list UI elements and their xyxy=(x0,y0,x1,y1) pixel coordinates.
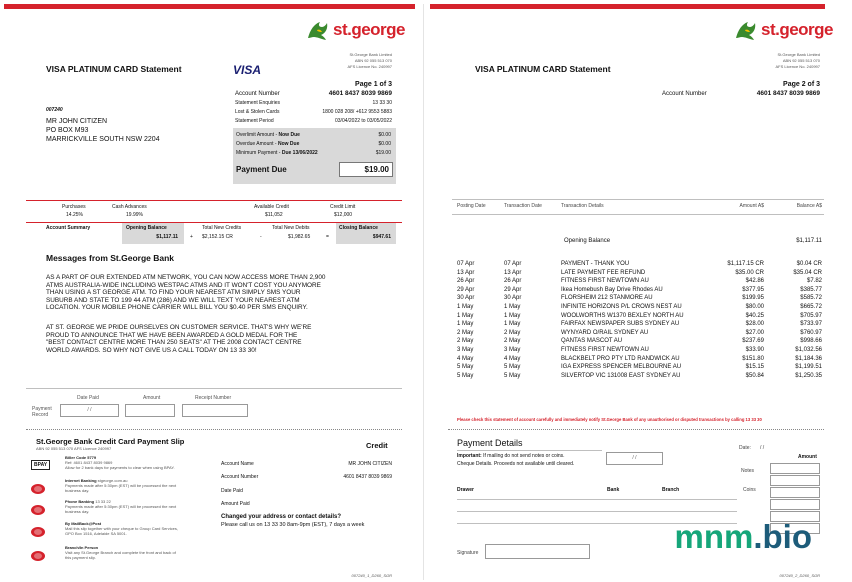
credit-limit-label: Credit Limit xyxy=(330,204,356,210)
slip-account-number-label: Account Number xyxy=(221,474,259,480)
ref-code: 007240 xyxy=(46,107,63,113)
total-credits-value: $2,152.15 CR xyxy=(202,234,233,240)
balance-cell: $35.04 CR xyxy=(793,269,822,276)
cheque-note: Cheque Details. Proceeds not available until cleared. xyxy=(457,461,575,467)
bank-legal: St.George Bank Limited xyxy=(349,52,392,57)
transaction-date-cell: 2 May xyxy=(504,329,521,336)
payment-record-label: Payment Record xyxy=(32,406,52,418)
mail-icon xyxy=(31,527,45,537)
transaction-date-cell: 1 May xyxy=(504,312,521,319)
posting-date-cell: 26 Apr xyxy=(457,278,475,285)
drawer-label: Drawer xyxy=(457,487,474,493)
table-row xyxy=(457,320,822,329)
details-cell: WOOLWORTHS W1370 BEXLEY NORTH AU xyxy=(561,312,684,319)
table-row xyxy=(457,303,822,312)
address-line-1: MR JOHN CITIZEN xyxy=(46,118,108,125)
method-branch: Branch/In Person Visit any St.George Branch and complete the front and back of this payment slip. xyxy=(65,545,176,560)
slip-date-paid-label: Date Paid xyxy=(221,488,243,494)
coins-amount-input[interactable] xyxy=(770,487,820,498)
table-row xyxy=(457,277,822,286)
bank-abn: ABN 92 055 513 070 xyxy=(782,58,820,63)
table-row xyxy=(457,294,822,303)
date-mask[interactable]: / / xyxy=(760,445,765,451)
transactions-table xyxy=(457,260,822,380)
details-cell: INFINITE HORIZONS P/L CROWS NEST AU xyxy=(561,303,682,310)
available-credit-label: Available Credit xyxy=(254,204,289,210)
table-row xyxy=(457,363,822,372)
transaction-date-cell: 5 May xyxy=(504,364,521,371)
rates-top-divider xyxy=(26,200,402,201)
transaction-date-cell: 29 Apr xyxy=(504,286,522,293)
posting-date-cell: 4 May xyxy=(457,355,474,362)
bank-afsl: AFS Licence No. 240997 xyxy=(775,64,820,69)
details-cell: Ikea Homebush Bay Drive Rhodes AU xyxy=(561,286,663,293)
amount-cell: $15.15 xyxy=(745,364,764,371)
balance-cell: $1,032.56 xyxy=(795,346,822,353)
table-row xyxy=(457,346,822,355)
posting-date-cell: 13 Apr xyxy=(457,269,475,276)
amount-cell: $27.00 xyxy=(745,329,764,336)
table-row xyxy=(457,355,822,364)
record-receipt-input[interactable] xyxy=(182,404,248,417)
balance-cell: $1,184.36 xyxy=(795,355,822,362)
balance-cell: $705.97 xyxy=(800,312,822,319)
internet-banking-icon xyxy=(31,484,45,494)
date-label: Date: xyxy=(739,445,751,451)
transaction-date-cell: 1 May xyxy=(504,321,521,328)
st-george-logo xyxy=(733,18,833,42)
posting-date-cell: 5 May xyxy=(457,364,474,371)
statement-period-row: Statement Period 03/04/2022 to 03/05/2022 xyxy=(235,118,392,124)
minimum-payment-row: Minimum Payment - Due 13/06/2022 $19.00 xyxy=(236,150,391,156)
record-amount-input[interactable] xyxy=(125,404,175,417)
dispute-warning: Please check this statement of account carefully and immediately notify St.George Bank of any unauthorised or disputed transactions by calling 13 33 30 xyxy=(457,417,762,422)
visa-logo: VISA xyxy=(233,63,262,77)
amount-cell: $50.84 xyxy=(745,372,764,379)
available-credit-value: $11,052 xyxy=(265,212,283,218)
transaction-date-cell: 1 May xyxy=(504,303,521,310)
amount-cell: $199.95 xyxy=(742,295,764,302)
messages-title: Messages from St.George Bank xyxy=(46,253,175,263)
posting-date-cell: 30 Apr xyxy=(457,295,475,302)
method-phone-banking: Phone Banking 13 33 22 Payments made after 5:30pm (EST) will be processed the next business day. xyxy=(65,499,177,514)
header-transaction-details: Transaction Details xyxy=(561,203,604,209)
slip-amount-paid-input[interactable] xyxy=(274,501,392,509)
notes-amount-input[interactable] xyxy=(770,463,820,474)
posting-date-cell: 07 Apr xyxy=(457,261,475,267)
posting-date-cell: 29 Apr xyxy=(457,286,475,293)
amount-cell: $237.69 xyxy=(742,338,764,345)
bank-afsl: AFS Licence No. 240997 xyxy=(347,64,392,69)
message-atm-network: AS A PART OF OUR EXTENDED ATM NETWORK, YOU CAN NOW ACCESS MORE THAN 2,900 ATMS AUSTRALIA-WIDE INCLUDING WESTPAC ATMS AND IT WON'T COST YOU ANYMORE THAN USING A ST GEORGE ATM. TO FIND YOUR NEAREST ATM SIMPLY SMS YOUR SUBURB AND STATE TO 199 44 ATM (286) AND WE WILL TEXT YOUR NEAREST ATM LOCATION. YOUR MOBILE PHONE CARRIER WILL BILL YOU $0.40 PER SMS ENQUIRY. xyxy=(46,274,326,312)
total-debits-label: Total New Debits xyxy=(272,225,310,231)
account-number-row: Account Number 4601 8437 8039 9869 xyxy=(235,90,392,97)
slip-account-name-value: MR JOHN CITIZEN xyxy=(348,461,392,467)
method-mail: By MailBack@Post Mail this slip together with your cheque to Group Card Services, GPO Box 1516, Adelaide SA 5001. xyxy=(65,521,178,536)
credit-limit-value: $12,000 xyxy=(334,212,353,218)
dragon-icon xyxy=(305,18,331,42)
statement-title: VISA PLATINUM CARD Statement xyxy=(46,64,182,74)
branch-label: Branch xyxy=(662,487,680,493)
slip-title: St.George Bank Credit Card Payment Slip xyxy=(36,437,185,446)
transaction-date-cell: 2 May xyxy=(504,338,521,345)
details-cell: SILVERTOP VIC 131008 EAST SYDNEY AU xyxy=(561,372,681,379)
receipt-heading: Receipt Number xyxy=(195,395,232,401)
posting-date-cell: 1 May xyxy=(457,312,474,319)
purchases-rate: 14.25% xyxy=(66,212,83,218)
details-cell: FITNESS FIRST NEWTOWN AU xyxy=(561,278,649,285)
page2-footer-code: 007240_2_D260_SGR xyxy=(779,573,820,578)
opening-balance-label: Opening Balance xyxy=(126,225,167,231)
brand-wordmark: st.george xyxy=(333,20,406,39)
cash-advances-rate: 19.99% xyxy=(126,212,143,218)
change-details-title: Changed your address or contact details? xyxy=(221,514,342,520)
amount-cell: $28.00 xyxy=(745,321,764,328)
header-transaction-date: Transaction Date xyxy=(504,203,542,209)
amount-cell: $33.90 xyxy=(745,346,764,353)
slip-account-name-label: Account Name xyxy=(221,461,254,467)
statement-title: VISA PLATINUM CARD Statement xyxy=(475,64,611,74)
transactions-body xyxy=(457,260,822,380)
balance-cell: $760.97 xyxy=(800,329,822,336)
payment-date-box[interactable]: / / xyxy=(606,452,663,465)
amount-cell: $80.00 xyxy=(745,303,764,310)
balance-cell: $385.77 xyxy=(800,286,822,293)
st-george-logo xyxy=(305,18,405,42)
overlimit-row: Overlimit Amount - Now Due $0.00 xyxy=(236,132,391,138)
balance-cell: $585.72 xyxy=(800,295,822,302)
header-posting-date: Posting Date xyxy=(457,203,486,209)
posting-date-cell: 5 May xyxy=(457,372,474,379)
table-header-divider-bottom xyxy=(452,214,824,215)
bpay-logo: BPAY xyxy=(31,460,50,470)
slip-account-number-value: 4601 8437 8039 9869 xyxy=(343,474,392,480)
account-number-label: Account Number xyxy=(662,91,707,97)
equals-sign: = xyxy=(326,234,329,240)
closing-balance-value: $947.61 xyxy=(372,234,391,240)
table-row xyxy=(457,312,822,321)
table-header-divider-top xyxy=(452,199,824,200)
account-number-value: 4601 8437 8039 9869 xyxy=(756,90,820,97)
address-line-3: MARRICKVILLE SOUTH NSW 2204 xyxy=(46,136,160,143)
amount-cell: $1,117.15 CR xyxy=(727,261,764,267)
header-amount: Amount A$ xyxy=(739,203,764,209)
transaction-date-cell: 30 Apr xyxy=(504,295,522,302)
details-cell: FLORSHEIM 212 STANMORE AU xyxy=(561,295,653,302)
amount-cell: $377.95 xyxy=(742,286,764,293)
cheque-row-line-1 xyxy=(457,499,737,500)
overdue-row: Overdue Amount - Now Due $0.00 xyxy=(236,141,391,147)
balance-cell: $7.82 xyxy=(806,278,822,285)
table-row xyxy=(457,337,822,346)
address-line-2: PO BOX M93 xyxy=(46,127,89,134)
brand-red-bar xyxy=(430,4,825,9)
amount-heading: Amount xyxy=(143,395,161,401)
amount-cell: $42.86 xyxy=(745,278,764,285)
branch-icon xyxy=(31,551,45,561)
payment-details-title: Payment Details xyxy=(457,438,523,448)
amount-cell: $35.00 CR xyxy=(735,269,764,276)
lost-stolen-row: Lost & Stolen Cards 1800 028 208/ +612 9553 5883 xyxy=(235,109,392,115)
transaction-date-cell: 07 Apr xyxy=(504,261,522,267)
mnm-bio-watermark: mnm.bio xyxy=(674,518,812,555)
notes-label: Notes xyxy=(741,468,755,474)
table-row xyxy=(457,372,822,381)
details-cell: FITNESS FIRST NEWTOWN AU xyxy=(561,346,649,353)
signature-field[interactable] xyxy=(485,544,590,559)
bank-label: Bank xyxy=(607,487,620,493)
details-cell: IGA EXPRESS SPENCER MELBOURNE AU xyxy=(561,364,682,371)
cheque-amount-1[interactable] xyxy=(770,499,820,510)
plus-sign: + xyxy=(190,234,193,240)
posting-date-cell: 3 May xyxy=(457,346,474,353)
page1-footer-code: 007240_1_D260_SGR xyxy=(351,573,392,578)
method-internet-banking: Internet Banking stgeorge.com.au Payments made after 5:30pm (EST) will be processed the next business day. xyxy=(65,478,177,493)
table-row xyxy=(457,260,822,269)
details-cell: QANTAS MASCOT AU xyxy=(561,338,623,345)
details-cell: WYNYARD O/RAIL SYDNEY AU xyxy=(561,329,649,336)
slip-date-paid-input[interactable] xyxy=(274,488,392,496)
cheque-row-line-2 xyxy=(457,511,737,512)
transaction-date-cell: 3 May xyxy=(504,346,521,353)
balance-cell: $1,250.35 xyxy=(795,372,822,379)
transaction-date-cell: 26 Apr xyxy=(504,278,522,285)
slip-credit-label: Credit xyxy=(366,441,388,450)
record-date-input[interactable]: / / xyxy=(60,404,119,417)
extra-amount-input[interactable] xyxy=(770,475,820,486)
total-credits-label: Total New Credits xyxy=(202,225,242,231)
opening-balance-value: $1,117.11 xyxy=(796,238,822,244)
purchases-label: Purchases xyxy=(62,204,86,210)
posting-date-cell: 2 May xyxy=(457,338,474,345)
balance-cell: $665.72 xyxy=(800,303,822,310)
coins-label: Coins xyxy=(743,487,756,493)
tear-off-line xyxy=(26,429,402,430)
date-paid-heading: Date Paid xyxy=(77,395,99,401)
payment-due-label: Payment Due xyxy=(236,165,287,174)
posting-date-cell: 2 May xyxy=(457,329,474,336)
opening-balance-value: $1,117.11 xyxy=(156,234,178,240)
enquiries-row: Statement Enquiries 13 33 30 xyxy=(235,100,392,106)
bank-abn: ABN 92 055 513 070 xyxy=(354,58,392,63)
tear-off-line xyxy=(448,429,824,430)
transaction-date-cell: 13 Apr xyxy=(504,269,522,276)
cash-advances-label: Cash Advances xyxy=(112,204,147,210)
closing-balance-label: Closing Balance xyxy=(339,225,378,231)
balance-cell: $1,199.51 xyxy=(795,364,822,371)
phone-banking-icon xyxy=(31,505,45,515)
message-customer-service: AT ST. GEORGE WE PRIDE OURSELVES ON CUSTOMER SERVICE. THAT'S WHY WE'RE PROUD TO ANNOUNCE THAT WE HAVE BEEN AWARDED A GOLD MEDAL FOR THE "BEST CONTACT CENTRE MORE THAN 250 SEATS" AT THE 2008 CONTACT CENTRE WORLD AWARDS. SO WHY NOT GIVE US A CALL TODAY ON 13 33 30! xyxy=(46,324,312,354)
minus-sign: - xyxy=(260,234,262,240)
balance-cell: $998.66 xyxy=(800,338,822,345)
page-number: Page 1 of 3 xyxy=(355,81,392,88)
posting-date-cell: 1 May xyxy=(457,321,474,328)
dragon-icon xyxy=(733,18,759,42)
record-top-divider xyxy=(26,388,402,389)
account-summary-label: Account Summary xyxy=(46,225,91,231)
total-debits-value: $1,982.65 xyxy=(288,234,311,240)
important-note: Important: If mailing do not send notes or coins. xyxy=(457,453,565,459)
table-row xyxy=(457,286,822,295)
details-cell: FAIRFAX NEWSPAPER SUBS SYDNEY AU xyxy=(561,321,680,328)
statement-page-2 xyxy=(430,4,850,580)
details-cell: PAYMENT - THANK YOU xyxy=(561,261,630,267)
bank-legal: St.George Bank Limited xyxy=(777,52,820,57)
header-balance: Balance A$ xyxy=(796,203,822,209)
brand-red-bar xyxy=(4,4,415,9)
opening-balance-label: Opening Balance xyxy=(564,238,611,244)
slip-abn: ABN 92 055 513 070 AFS Licence 240997 xyxy=(36,446,112,451)
page-number: Page 2 of 3 xyxy=(783,81,820,88)
statement-page-1 xyxy=(4,4,424,580)
table-row xyxy=(457,269,822,278)
brand-wordmark: st.george xyxy=(761,20,834,39)
transaction-date-cell: 5 May xyxy=(504,372,521,379)
slip-amount-paid-label: Amount Paid xyxy=(221,501,250,507)
table-row xyxy=(457,329,822,338)
transaction-date-cell: 4 May xyxy=(504,355,521,362)
details-cell: LATE PAYMENT FEE REFUND xyxy=(561,269,646,276)
balance-cell: $733.97 xyxy=(800,321,822,328)
payment-details-underline xyxy=(457,450,602,451)
change-details-text: Please call us on 13 33 30 8am-9pm (EST), 7 days a week xyxy=(221,522,365,528)
amount-cell: $151.80 xyxy=(742,355,764,362)
signature-label: Signature xyxy=(457,550,479,556)
details-cell: BLACKBELT PRO PTY LTD RANDWICK AU xyxy=(561,355,680,362)
amount-label: Amount xyxy=(798,454,817,460)
amount-cell: $40.25 xyxy=(745,312,764,319)
posting-date-cell: 1 May xyxy=(457,303,474,310)
payment-due-value: $19.00 xyxy=(339,162,393,177)
method-bpay: Biller Code 5779 Ref: 4601 8437 8039 9869 Allow for 2 bank days for payments to clear when using BPAY. xyxy=(65,455,175,470)
balance-cell: $0.04 CR xyxy=(796,261,822,267)
